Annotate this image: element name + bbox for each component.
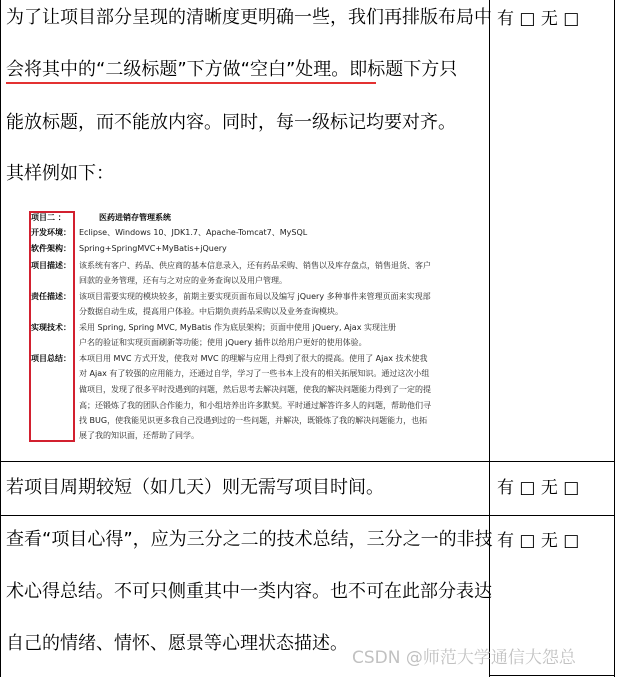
row-2-checkbox-group[interactable]: 有 □ 无 □ <box>497 478 580 498</box>
csdn-watermark: CSDN @师范大学通信大怨总 <box>352 648 576 668</box>
table-left-border <box>0 0 1 677</box>
row-1-checkbox-group[interactable]: 有 □ 无 □ <box>497 9 580 29</box>
sample-value-project: 医药进销存管理系统 <box>99 213 171 222</box>
sample-label-tech: 实现技术： <box>31 323 71 332</box>
row-1-line-1: 为了让项目部分呈现的清晰度更明确一些，我们再排版布局中 <box>6 7 492 28</box>
table-right-border <box>614 0 615 677</box>
row-3-checkbox-group[interactable]: 有 □ 无 □ <box>497 531 580 551</box>
sample-value-duty-line-1: 该项目需要实现的模块较多，前期主要实现页面布局以及编写 jQuery 多种事件来管理页面来实现部 <box>79 292 431 301</box>
row-3-line-2: 术心得总结。不可只侧重其中一类内容。也不可在此部分表达 <box>6 581 492 602</box>
sample-label-duty: 责任描述： <box>31 292 71 301</box>
row-1-line-4: 其样例如下： <box>6 163 114 184</box>
sample-value-env: Eclipse、Windows 10、JDK1.7、Apache-Tomcat7、MySQL <box>79 228 308 237</box>
sample-value-tech-line-2: 户名的验证和实现页面刷新等功能；使用 jQuery 插件以给用户更好的使用体验。 <box>79 338 367 347</box>
sample-value-arch: Spring+SpringMVC+MyBatis+jQuery <box>79 244 227 253</box>
sample-value-summary-line-5: 找 BUG，使我能见识更多我自己没遇到过的一些问题，并解决，既锻炼了我的解决问题能力，也拓 <box>79 416 428 425</box>
row-3-line-3: 自己的情绪、情怀、愿景等心理状态描述。 <box>6 633 348 654</box>
sample-value-summary-line-1: 本项目用 MVC 方式开发，使我对 MVC 的理解与应用上得到了很大的提高。使用了 Ajax 技术使我 <box>79 354 428 363</box>
sample-value-summary-line-2: 对 Ajax 有了较强的应用能力，还通过自学，学习了一些书本上没有的相关拓展知识。通过这次小组 <box>79 369 430 378</box>
row-1-line-2: 会将其中的“二级标题”下方做“空白”处理。即标题下方只 <box>6 59 458 80</box>
row-3-line-1: 查看“项目心得”，应为三分之二的技术总结，三分之一的非技 <box>6 529 493 550</box>
sample-value-duty-line-2: 分数据自动生成，提高用户体验。中后期负责药品采购以及业务查询模块。 <box>79 307 343 316</box>
row-2-text: 若项目周期较短（如几天）则无需写项目时间。 <box>6 477 384 498</box>
sample-label-summary: 项目总结： <box>31 354 71 363</box>
table-column-divider <box>489 0 490 677</box>
sample-label-project: 项目二 ： <box>31 213 66 222</box>
sample-value-summary-line-6: 展了我的知识面，还帮助了同学。 <box>79 431 199 440</box>
row-1-line-3: 能放标题，而不能放内容。同时，每一级标记均要对齐。 <box>6 112 456 133</box>
sample-value-summary-line-3: 做项目，发现了很多平时没遇到的问题，然后思考去解决问题，使我的解决问题能力得到了一定的提 <box>79 385 431 394</box>
sample-value-tech-line-1: 采用 Spring, Spring MVC, MyBatis 作为底层架构；页面中使用 jQuery, Ajax 实现注册 <box>79 323 396 332</box>
sample-value-summary-line-4: 高；还锻炼了我的团队合作能力，和小组培养出许多默契。平时通过解答许多人的问题，帮助他们寻 <box>79 401 431 410</box>
sample-label-env: 开发环境： <box>31 228 71 237</box>
sample-value-desc-line-1: 该系统有客户、药品、供应商的基本信息录入，还有药品采购、销售以及库存盘点，销售退货、客户 <box>79 261 431 270</box>
row-divider-1 <box>0 461 615 462</box>
sample-resume-image <box>28 205 448 450</box>
sample-value-desc-line-2: 回款的业务管理，还有与之对应的业务查询以及用户管理。 <box>79 276 287 285</box>
sample-label-desc: 项目描述： <box>31 261 71 270</box>
red-underline <box>6 82 376 84</box>
sample-label-arch: 软件架构： <box>31 244 71 253</box>
row-divider-2 <box>0 515 615 516</box>
row-divider-3 <box>489 675 615 676</box>
